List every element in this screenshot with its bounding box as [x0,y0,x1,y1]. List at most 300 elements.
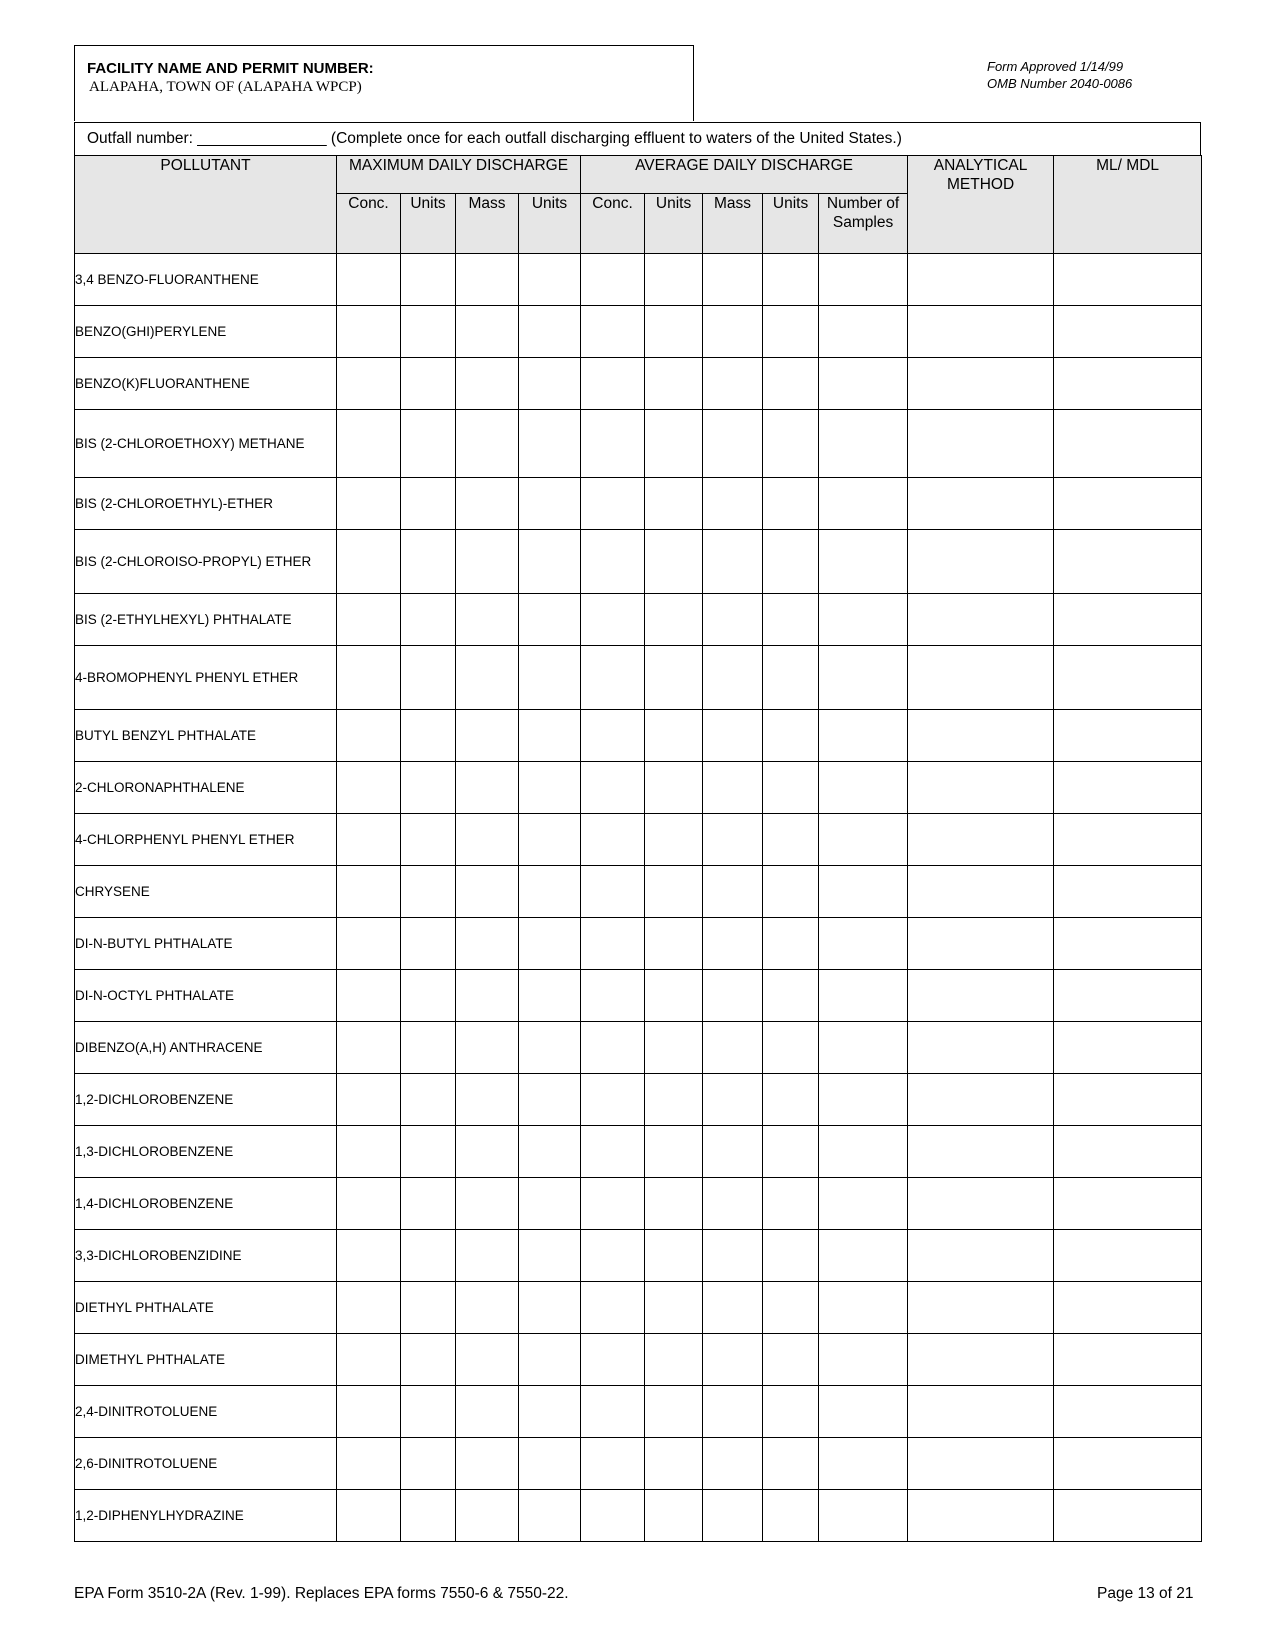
max-conc-units-cell[interactable] [401,594,456,646]
max-conc-cell[interactable] [337,1022,401,1074]
max-mass-cell[interactable] [456,1334,519,1386]
avg-conc-cell[interactable] [581,1178,645,1230]
max-conc-cell[interactable] [337,1438,401,1490]
avg-conc-units-cell[interactable] [645,410,703,478]
analytical-method-cell[interactable] [908,594,1054,646]
max-mass-units-cell[interactable] [519,530,581,594]
ml-mdl-cell[interactable] [1054,1074,1202,1126]
avg-mass-cell[interactable] [703,594,763,646]
number-of-samples-cell[interactable] [819,1074,908,1126]
avg-conc-units-cell[interactable] [645,918,703,970]
pollutant-name: 4-CHLORPHENYL PHENYL ETHER [75,814,337,866]
max-conc-units-cell[interactable] [401,970,456,1022]
pollutant-name: BUTYL BENZYL PHTHALATE [75,710,337,762]
max-conc-cell[interactable] [337,254,401,306]
avg-conc-cell[interactable] [581,710,645,762]
max-conc-units-cell[interactable] [401,306,456,358]
avg-conc-cell[interactable] [581,1334,645,1386]
max-conc-units-cell[interactable] [401,814,456,866]
table-row [75,530,1202,594]
analytical-method-cell[interactable] [908,866,1054,918]
table-row [75,478,1202,530]
avg-mass-cell[interactable] [703,1282,763,1334]
avg-conc-cell[interactable] [581,1282,645,1334]
avg-conc-units-cell[interactable] [645,1126,703,1178]
max-mass-cell[interactable] [456,530,519,594]
max-conc-cell[interactable] [337,1230,401,1282]
table-row [75,1022,1202,1074]
max-mass-cell[interactable] [456,594,519,646]
max-mass-units-cell[interactable] [519,710,581,762]
table-row [75,1334,1202,1386]
avg-conc-units-cell[interactable] [645,646,703,710]
number-of-samples-cell[interactable] [819,1178,908,1230]
max-mass-cell[interactable] [456,1282,519,1334]
ml-mdl-cell[interactable] [1054,306,1202,358]
number-of-samples-cell[interactable] [819,866,908,918]
max-conc-units-cell[interactable] [401,762,456,814]
ml-mdl-cell[interactable] [1054,1334,1202,1386]
analytical-method-cell[interactable] [908,410,1054,478]
pollutant-name: 1,2-DICHLOROBENZENE [75,1074,337,1126]
max-conc-units-cell[interactable] [401,1074,456,1126]
analytical-method-cell[interactable] [908,530,1054,594]
max-mass-cell[interactable] [456,814,519,866]
avg-conc-units-cell[interactable] [645,1386,703,1438]
avg-mass-units-cell[interactable] [763,1386,819,1438]
avg-mass-cell[interactable] [703,762,763,814]
ml-mdl-cell[interactable] [1054,710,1202,762]
analytical-method-cell[interactable] [908,1126,1054,1178]
ml-mdl-cell[interactable] [1054,918,1202,970]
pollutant-name: BIS (2-CHLOROISO-PROPYL) ETHER [75,530,337,594]
avg-mass-cell[interactable] [703,410,763,478]
ml-mdl-cell[interactable] [1054,1230,1202,1282]
analytical-method-cell[interactable] [908,1490,1054,1542]
avg-mass-cell[interactable] [703,970,763,1022]
avg-conc-cell[interactable] [581,866,645,918]
max-mass-units-cell[interactable] [519,1490,581,1542]
number-of-samples-cell[interactable] [819,1386,908,1438]
ml-mdl-cell[interactable] [1054,1490,1202,1542]
max-mass-units-cell[interactable] [519,358,581,410]
avg-conc-units-cell[interactable] [645,1490,703,1542]
pollutant-name: 3,3-DICHLOROBENZIDINE [75,1230,337,1282]
avg-conc-units-cell[interactable] [645,1438,703,1490]
avg-conc-cell[interactable] [581,646,645,710]
avg-conc-units-cell[interactable] [645,762,703,814]
max-conc-units-cell[interactable] [401,1022,456,1074]
header-max-mass: Mass [456,194,519,254]
max-mass-cell[interactable] [456,1490,519,1542]
max-mass-cell[interactable] [456,1074,519,1126]
analytical-method-cell[interactable] [908,646,1054,710]
max-conc-units-cell[interactable] [401,1438,456,1490]
avg-mass-units-cell[interactable] [763,1282,819,1334]
max-mass-cell[interactable] [456,970,519,1022]
max-conc-cell[interactable] [337,866,401,918]
max-conc-units-cell[interactable] [401,530,456,594]
facility-label: FACILITY NAME AND PERMIT NUMBER: [87,60,374,77]
max-conc-cell[interactable] [337,970,401,1022]
avg-mass-cell[interactable] [703,478,763,530]
number-of-samples-cell[interactable] [819,762,908,814]
avg-conc-units-cell[interactable] [645,866,703,918]
number-of-samples-cell[interactable] [819,1282,908,1334]
number-of-samples-cell[interactable] [819,1334,908,1386]
analytical-method-cell[interactable] [908,1230,1054,1282]
max-mass-cell[interactable] [456,710,519,762]
avg-mass-units-cell[interactable] [763,1074,819,1126]
max-mass-units-cell[interactable] [519,254,581,306]
max-conc-units-cell[interactable] [401,1386,456,1438]
omb-number: OMB Number 2040-0086 [987,76,1133,91]
pollutant-name: BIS (2-ETHYLHEXYL) PHTHALATE [75,594,337,646]
avg-mass-cell[interactable] [703,1022,763,1074]
ml-mdl-cell[interactable] [1054,410,1202,478]
ml-mdl-cell[interactable] [1054,530,1202,594]
max-mass-units-cell[interactable] [519,478,581,530]
max-conc-units-cell[interactable] [401,1282,456,1334]
ml-mdl-cell[interactable] [1054,1386,1202,1438]
avg-mass-cell[interactable] [703,918,763,970]
max-mass-units-cell[interactable] [519,1074,581,1126]
max-conc-cell[interactable] [337,1490,401,1542]
max-conc-cell[interactable] [337,1334,401,1386]
header-avg-daily-discharge: AVERAGE DAILY DISCHARGE [581,156,908,194]
max-mass-cell[interactable] [456,1022,519,1074]
avg-mass-cell[interactable] [703,1438,763,1490]
max-conc-cell[interactable] [337,710,401,762]
max-conc-units-cell[interactable] [401,918,456,970]
avg-mass-cell[interactable] [703,1490,763,1542]
max-conc-units-cell[interactable] [401,646,456,710]
table-row [75,814,1202,866]
avg-mass-cell[interactable] [703,646,763,710]
avg-mass-cell[interactable] [703,1230,763,1282]
avg-conc-cell[interactable] [581,306,645,358]
avg-conc-units-cell[interactable] [645,1334,703,1386]
avg-conc-cell[interactable] [581,970,645,1022]
analytical-method-cell[interactable] [908,1386,1054,1438]
max-conc-cell[interactable] [337,1178,401,1230]
max-mass-units-cell[interactable] [519,1282,581,1334]
max-conc-units-cell[interactable] [401,1230,456,1282]
max-mass-cell[interactable] [456,1438,519,1490]
max-mass-units-cell[interactable] [519,306,581,358]
max-conc-cell[interactable] [337,358,401,410]
max-conc-cell[interactable] [337,646,401,710]
avg-mass-units-cell[interactable] [763,1126,819,1178]
analytical-method-cell[interactable] [908,970,1054,1022]
max-mass-units-cell[interactable] [519,814,581,866]
analytical-method-cell[interactable] [908,358,1054,410]
number-of-samples-cell[interactable] [819,478,908,530]
outfall-number-field[interactable]: _______________ [197,130,327,147]
max-conc-cell[interactable] [337,478,401,530]
max-mass-units-cell[interactable] [519,1178,581,1230]
header-max-conc: Conc. [337,194,401,254]
avg-conc-cell[interactable] [581,1074,645,1126]
max-conc-units-cell[interactable] [401,710,456,762]
avg-mass-units-cell[interactable] [763,646,819,710]
avg-mass-cell[interactable] [703,1334,763,1386]
max-mass-cell[interactable] [456,410,519,478]
max-mass-cell[interactable] [456,866,519,918]
avg-mass-units-cell[interactable] [763,1490,819,1542]
max-mass-cell[interactable] [456,306,519,358]
analytical-method-cell[interactable] [908,1022,1054,1074]
analytical-method-cell[interactable] [908,254,1054,306]
avg-mass-units-cell[interactable] [763,1022,819,1074]
number-of-samples-cell[interactable] [819,306,908,358]
avg-conc-cell[interactable] [581,530,645,594]
avg-mass-cell[interactable] [703,866,763,918]
avg-mass-units-cell[interactable] [763,306,819,358]
avg-mass-units-cell[interactable] [763,814,819,866]
max-conc-units-cell[interactable] [401,1490,456,1542]
avg-conc-units-cell[interactable] [645,478,703,530]
max-mass-units-cell[interactable] [519,866,581,918]
avg-mass-cell[interactable] [703,306,763,358]
avg-mass-cell[interactable] [703,1126,763,1178]
analytical-method-cell[interactable] [908,710,1054,762]
max-mass-cell[interactable] [456,1386,519,1438]
avg-mass-units-cell[interactable] [763,1230,819,1282]
max-mass-cell[interactable] [456,1126,519,1178]
max-conc-units-cell[interactable] [401,478,456,530]
max-mass-units-cell[interactable] [519,1230,581,1282]
avg-conc-units-cell[interactable] [645,1282,703,1334]
number-of-samples-cell[interactable] [819,594,908,646]
ml-mdl-cell[interactable] [1054,358,1202,410]
avg-mass-units-cell[interactable] [763,410,819,478]
ml-mdl-cell[interactable] [1054,646,1202,710]
max-conc-cell[interactable] [337,1074,401,1126]
avg-mass-cell[interactable] [703,1386,763,1438]
number-of-samples-cell[interactable] [819,1022,908,1074]
avg-conc-cell[interactable] [581,410,645,478]
ml-mdl-cell[interactable] [1054,814,1202,866]
pollutant-name: BENZO(K)FLUORANTHENE [75,358,337,410]
max-conc-units-cell[interactable] [401,358,456,410]
max-mass-units-cell[interactable] [519,594,581,646]
max-mass-units-cell[interactable] [519,1438,581,1490]
pollutant-name: BENZO(GHI)PERYLENE [75,306,337,358]
ml-mdl-cell[interactable] [1054,1022,1202,1074]
analytical-method-cell[interactable] [908,478,1054,530]
pollutant-name: 1,3-DICHLOROBENZENE [75,1126,337,1178]
avg-mass-units-cell[interactable] [763,970,819,1022]
avg-conc-units-cell[interactable] [645,594,703,646]
avg-conc-units-cell[interactable] [645,358,703,410]
pollutant-name: 3,4 BENZO-FLUORANTHENE [75,254,337,306]
avg-conc-units-cell[interactable] [645,306,703,358]
facility-box [74,45,694,121]
header-number-of-samples: Number of Samples [819,194,908,254]
pollutant-name: BIS (2-CHLOROETHYL)-ETHER [75,478,337,530]
avg-conc-units-cell[interactable] [645,530,703,594]
avg-conc-units-cell[interactable] [645,970,703,1022]
avg-mass-units-cell[interactable] [763,594,819,646]
avg-mass-cell[interactable] [703,254,763,306]
avg-mass-cell[interactable] [703,358,763,410]
number-of-samples-cell[interactable] [819,814,908,866]
facility-value: ALAPAHA, TOWN OF (ALAPAHA WPCP) [89,79,362,95]
max-mass-cell[interactable] [456,254,519,306]
header-max-daily-discharge: MAXIMUM DAILY DISCHARGE [337,156,581,194]
avg-conc-units-cell[interactable] [645,1230,703,1282]
avg-mass-units-cell[interactable] [763,358,819,410]
max-mass-cell[interactable] [456,1230,519,1282]
number-of-samples-cell[interactable] [819,918,908,970]
ml-mdl-cell[interactable] [1054,970,1202,1022]
number-of-samples-cell[interactable] [819,358,908,410]
number-of-samples-cell[interactable] [819,1490,908,1542]
max-mass-units-cell[interactable] [519,1386,581,1438]
ml-mdl-cell[interactable] [1054,866,1202,918]
ml-mdl-cell[interactable] [1054,1438,1202,1490]
avg-mass-units-cell[interactable] [763,254,819,306]
avg-conc-units-cell[interactable] [645,1022,703,1074]
avg-mass-units-cell[interactable] [763,762,819,814]
max-mass-cell[interactable] [456,646,519,710]
avg-mass-units-cell[interactable] [763,1178,819,1230]
analytical-method-cell[interactable] [908,814,1054,866]
number-of-samples-cell[interactable] [819,1438,908,1490]
avg-conc-cell[interactable] [581,254,645,306]
max-mass-units-cell[interactable] [519,410,581,478]
pollutant-name: 2,6-DINITROTOLUENE [75,1438,337,1490]
number-of-samples-cell[interactable] [819,530,908,594]
max-conc-units-cell[interactable] [401,1126,456,1178]
avg-conc-cell[interactable] [581,594,645,646]
pollutant-table-body [75,254,1202,1542]
analytical-method-cell[interactable] [908,1282,1054,1334]
avg-mass-cell[interactable] [703,710,763,762]
max-conc-units-cell[interactable] [401,866,456,918]
max-conc-cell[interactable] [337,410,401,478]
ml-mdl-cell[interactable] [1054,1178,1202,1230]
table-row [75,710,1202,762]
max-conc-cell[interactable] [337,814,401,866]
avg-conc-cell[interactable] [581,814,645,866]
ml-mdl-cell[interactable] [1054,594,1202,646]
max-mass-units-cell[interactable] [519,970,581,1022]
max-conc-cell[interactable] [337,530,401,594]
avg-conc-units-cell[interactable] [645,814,703,866]
pollutant-name: DIBENZO(A,H) ANTHRACENE [75,1022,337,1074]
max-conc-units-cell[interactable] [401,1178,456,1230]
ml-mdl-cell[interactable] [1054,254,1202,306]
max-conc-cell[interactable] [337,306,401,358]
max-conc-cell[interactable] [337,1126,401,1178]
ml-mdl-cell[interactable] [1054,1126,1202,1178]
avg-mass-units-cell[interactable] [763,866,819,918]
avg-conc-cell[interactable] [581,1490,645,1542]
number-of-samples-cell[interactable] [819,1230,908,1282]
max-mass-cell[interactable] [456,358,519,410]
max-conc-cell[interactable] [337,1386,401,1438]
max-mass-cell[interactable] [456,762,519,814]
avg-conc-units-cell[interactable] [645,1178,703,1230]
table-row [75,1230,1202,1282]
avg-conc-cell[interactable] [581,1022,645,1074]
number-of-samples-cell[interactable] [819,646,908,710]
avg-mass-cell[interactable] [703,530,763,594]
max-mass-cell[interactable] [456,1178,519,1230]
avg-conc-cell[interactable] [581,358,645,410]
pollutant-name: 2,4-DINITROTOLUENE [75,1386,337,1438]
table-row [75,358,1202,410]
ml-mdl-cell[interactable] [1054,1282,1202,1334]
max-mass-units-cell[interactable] [519,1334,581,1386]
avg-mass-units-cell[interactable] [763,478,819,530]
avg-mass-units-cell[interactable] [763,918,819,970]
avg-mass-cell[interactable] [703,814,763,866]
avg-mass-units-cell[interactable] [763,1438,819,1490]
analytical-method-cell[interactable] [908,762,1054,814]
max-conc-units-cell[interactable] [401,410,456,478]
avg-conc-cell[interactable] [581,1386,645,1438]
avg-mass-cell[interactable] [703,1178,763,1230]
ml-mdl-cell[interactable] [1054,762,1202,814]
max-conc-units-cell[interactable] [401,254,456,306]
avg-conc-cell[interactable] [581,478,645,530]
max-mass-units-cell[interactable] [519,1022,581,1074]
max-conc-units-cell[interactable] [401,1334,456,1386]
pollutant-name: 1,2-DIPHENYLHYDRAZINE [75,1490,337,1542]
avg-mass-units-cell[interactable] [763,530,819,594]
avg-conc-cell[interactable] [581,1230,645,1282]
pollutant-name: 1,4-DICHLOROBENZENE [75,1178,337,1230]
analytical-method-cell[interactable] [908,1074,1054,1126]
max-mass-units-cell[interactable] [519,1126,581,1178]
avg-conc-units-cell[interactable] [645,710,703,762]
avg-conc-units-cell[interactable] [645,1074,703,1126]
max-mass-units-cell[interactable] [519,646,581,710]
avg-mass-units-cell[interactable] [763,710,819,762]
avg-mass-units-cell[interactable] [763,1334,819,1386]
max-conc-cell[interactable] [337,594,401,646]
analytical-method-cell[interactable] [908,1334,1054,1386]
max-conc-cell[interactable] [337,1282,401,1334]
max-conc-cell[interactable] [337,918,401,970]
number-of-samples-cell[interactable] [819,254,908,306]
avg-mass-cell[interactable] [703,1074,763,1126]
max-mass-cell[interactable] [456,918,519,970]
avg-conc-cell[interactable] [581,1126,645,1178]
number-of-samples-cell[interactable] [819,970,908,1022]
max-mass-units-cell[interactable] [519,918,581,970]
avg-conc-cell[interactable] [581,762,645,814]
ml-mdl-cell[interactable] [1054,478,1202,530]
max-mass-units-cell[interactable] [519,762,581,814]
avg-conc-cell[interactable] [581,1438,645,1490]
avg-conc-units-cell[interactable] [645,254,703,306]
max-conc-cell[interactable] [337,762,401,814]
max-mass-cell[interactable] [456,478,519,530]
analytical-method-cell[interactable] [908,306,1054,358]
number-of-samples-cell[interactable] [819,410,908,478]
footer-page-number: Page 13 of 21 [1097,1585,1194,1602]
analytical-method-cell[interactable] [908,1178,1054,1230]
analytical-method-cell[interactable] [908,918,1054,970]
avg-conc-cell[interactable] [581,918,645,970]
number-of-samples-cell[interactable] [819,1126,908,1178]
number-of-samples-cell[interactable] [819,710,908,762]
analytical-method-cell[interactable] [908,1438,1054,1490]
